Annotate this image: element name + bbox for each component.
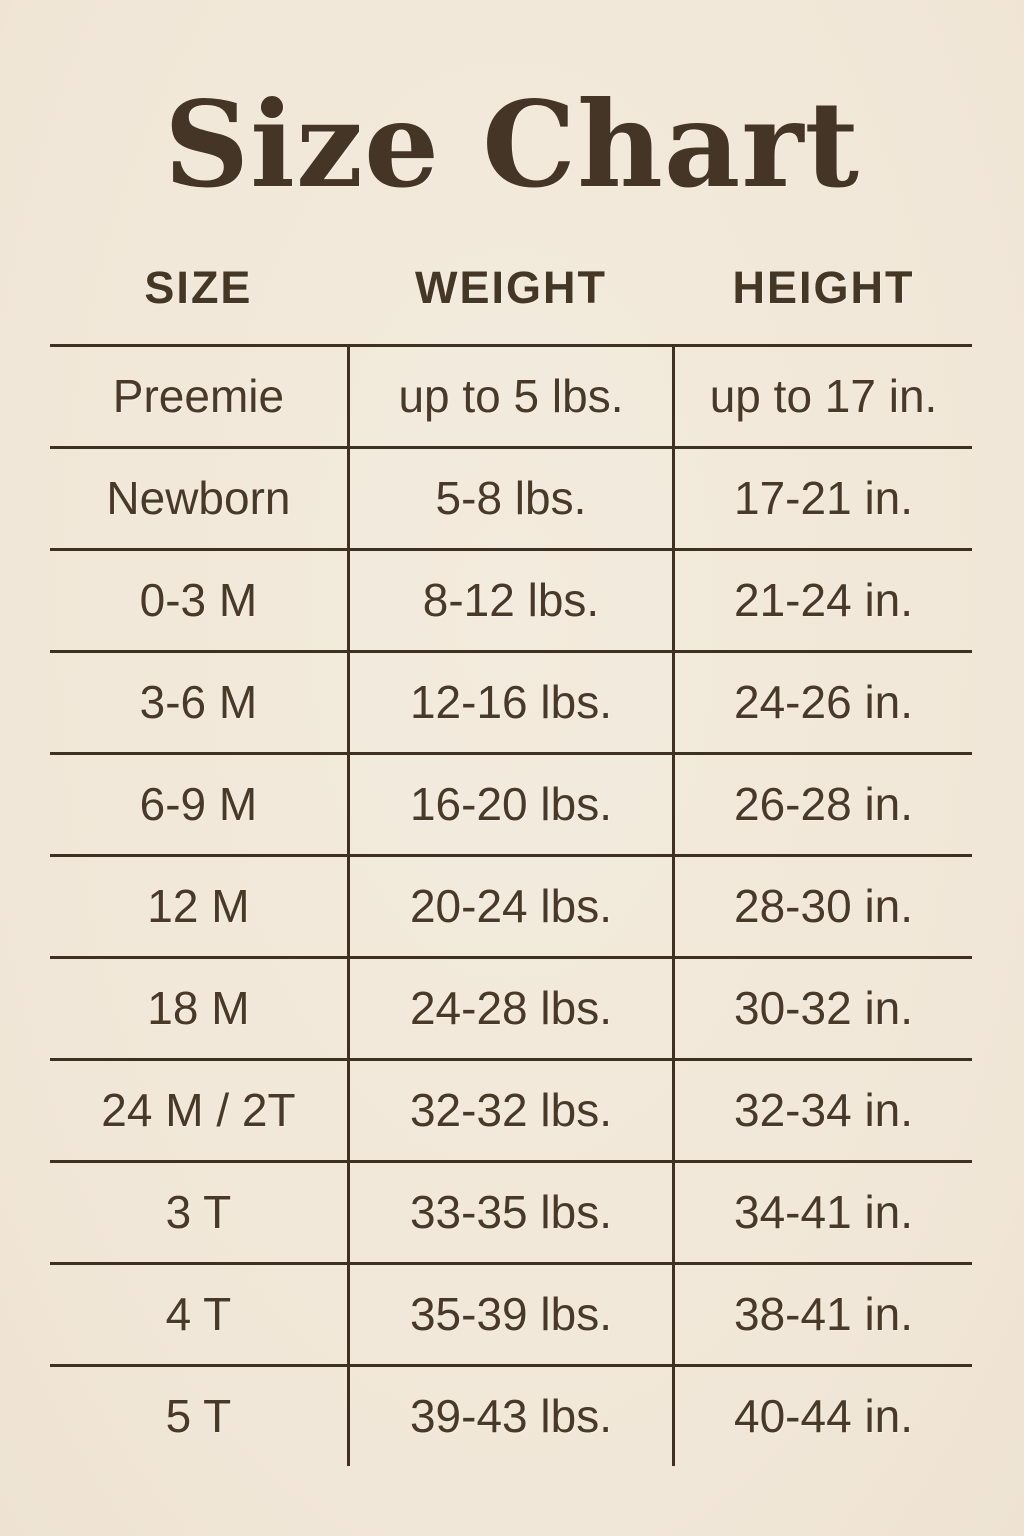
table-row xyxy=(50,755,972,857)
height-cell: 17-21 in. xyxy=(734,472,914,525)
height-cell: 28-30 in. xyxy=(734,880,914,933)
size-cell: 4 T xyxy=(165,1288,232,1341)
height-cell: 32-34 in. xyxy=(734,1084,914,1137)
column-header-size: SIZE xyxy=(144,261,253,313)
size-cell: 6-9 M xyxy=(139,778,258,831)
height-cell: 21-24 in. xyxy=(734,574,914,627)
table-row xyxy=(50,551,972,653)
height-cell: 30-32 in. xyxy=(734,982,914,1035)
table-row xyxy=(50,1061,972,1163)
table-row xyxy=(50,347,972,449)
size-table xyxy=(50,344,972,1466)
weight-cell: 20-24 lbs. xyxy=(347,857,675,956)
weight-cell: 35-39 lbs. xyxy=(347,1265,675,1364)
size-cell: 3-6 M xyxy=(139,676,258,729)
table-row xyxy=(50,1367,972,1466)
column-header-weight: WEIGHT xyxy=(414,261,607,313)
weight-cell: 32-32 lbs. xyxy=(347,1061,675,1160)
height-cell: 40-44 in. xyxy=(734,1390,914,1443)
table-header-row xyxy=(50,262,972,314)
size-cell: 18 M xyxy=(147,982,250,1035)
weight-cell: 16-20 lbs. xyxy=(347,755,675,854)
weight-cell: up to 5 lbs. xyxy=(347,347,675,446)
size-cell: 3 T xyxy=(165,1186,232,1239)
height-cell: 24-26 in. xyxy=(734,676,914,729)
weight-cell: 12-16 lbs. xyxy=(347,653,675,752)
table-row xyxy=(50,449,972,551)
height-cell: 38-41 in. xyxy=(734,1288,914,1341)
weight-cell: 33-35 lbs. xyxy=(347,1163,675,1262)
size-cell: 24 M / 2T xyxy=(101,1084,296,1137)
size-cell: Preemie xyxy=(112,370,285,423)
size-cell: 0-3 M xyxy=(139,574,258,627)
height-cell: up to 17 in. xyxy=(709,370,938,423)
table-row xyxy=(50,959,972,1061)
size-cell: 5 T xyxy=(165,1390,232,1443)
column-header-height: HEIGHT xyxy=(732,261,915,313)
height-cell: 34-41 in. xyxy=(734,1186,914,1239)
page-title: Size Chart xyxy=(163,75,861,214)
weight-cell: 5-8 lbs. xyxy=(347,449,675,548)
table-row xyxy=(50,1163,972,1265)
table-row xyxy=(50,653,972,755)
weight-cell: 39-43 lbs. xyxy=(347,1367,675,1466)
table-row xyxy=(50,857,972,959)
weight-cell: 24-28 lbs. xyxy=(347,959,675,1058)
size-cell: 12 M xyxy=(147,880,250,933)
table-row xyxy=(50,1265,972,1367)
height-cell: 26-28 in. xyxy=(734,778,914,831)
size-cell: Newborn xyxy=(106,472,291,525)
weight-cell: 8-12 lbs. xyxy=(347,551,675,650)
